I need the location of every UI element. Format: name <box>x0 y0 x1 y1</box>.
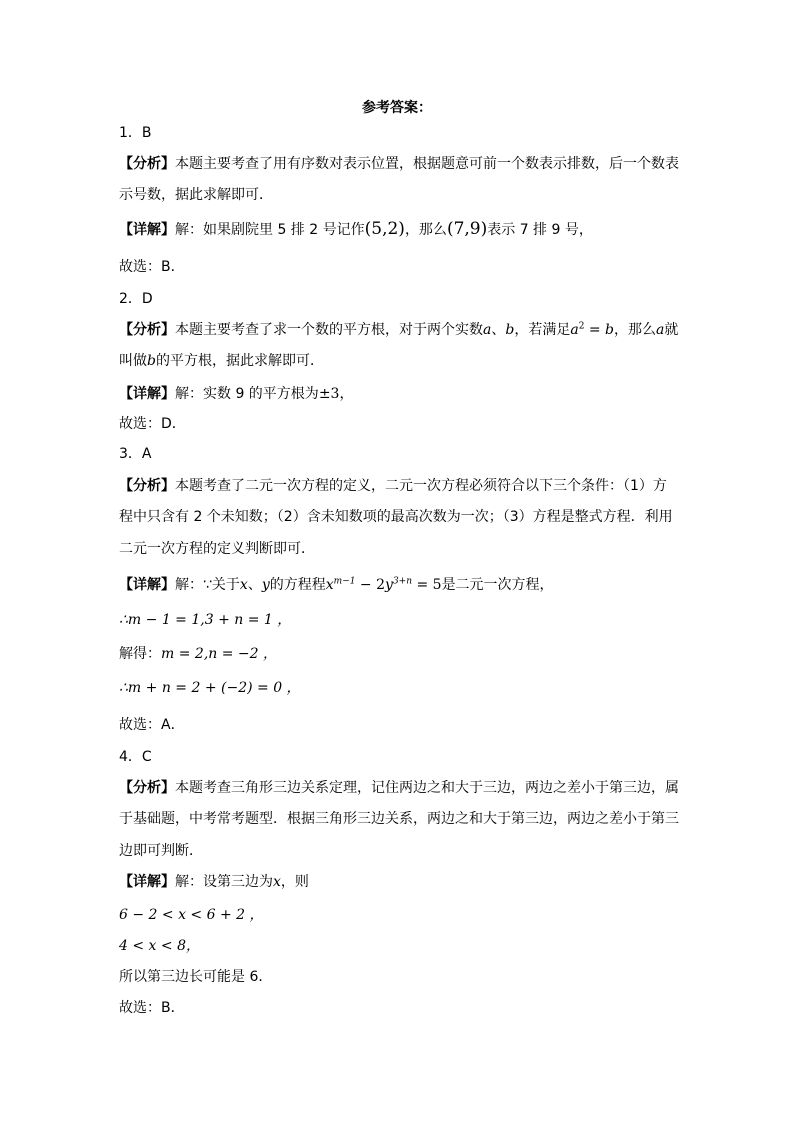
q2-analysis-l2-b: 的平方根，据此求解即可． <box>155 353 324 369</box>
q4-analysis-line3: 边即可判断． <box>119 843 203 859</box>
q3-step2-label: 解得： <box>119 646 161 662</box>
q3-analysis-label: 【分析】 <box>119 478 175 494</box>
q2-analysis-b: ，若满足 <box>514 322 571 338</box>
q3-eq-xexp: m−1 <box>333 576 356 587</box>
page-title: 参考答案： <box>362 100 432 116</box>
q3-step1: ∴m − 1 = 1,3 + n = 1 ， <box>119 612 292 628</box>
q4-number: 4．C <box>119 749 152 765</box>
q4-conclusion: 所以第三边长可能是 6． <box>119 969 273 985</box>
q2-analysis-d: 就 <box>664 322 679 338</box>
q1-detail-a: 解：如果剧院里 5 排 2 号记作 <box>175 222 365 238</box>
q2-analysis-l2-a: 叫做 <box>119 353 147 369</box>
q2-detail-label: 【详解】 <box>119 386 175 402</box>
q4-analysis-line1 <box>119 777 679 799</box>
q3-analysis-line2: 程中只含有 2 个未知数；（2）含未知数项的最高次数为一次；（3）方程是整式方程．利用 <box>119 509 673 525</box>
q3-analysis-line1 <box>119 475 679 497</box>
q2-sep: 、 <box>491 322 506 338</box>
q3-analysis-text: 本题考查了二元一次方程的定义，二元一次方程必须符合以下三个条件：（1）方 <box>175 478 667 494</box>
q1-choose: 故选：B． <box>119 259 185 275</box>
q1-detail-line <box>119 218 679 241</box>
q2-eq-exp: 2 <box>578 321 585 332</box>
q3-detail-label: 【详解】 <box>119 577 175 593</box>
q1-pair1: (5,2) <box>364 219 405 239</box>
q4-choose: 故选：B． <box>119 1000 185 1016</box>
q3-step2-line <box>119 643 679 665</box>
q1-pair2: (7,9) <box>446 219 488 239</box>
q2-analysis-a: 本题主要考查了求一个数的平方根，对于两个实数 <box>175 322 483 338</box>
q3-eq-x: x <box>325 577 334 593</box>
q1-detail-b: ，那么 <box>404 222 447 238</box>
q2-analysis-c: ，那么 <box>614 322 657 338</box>
q2-detail-line <box>119 383 679 405</box>
q1-analysis-line2: 示号数，据此求解即可． <box>119 187 273 203</box>
q4-analysis-label: 【分析】 <box>119 780 175 796</box>
q3-number: 3．A <box>119 446 152 462</box>
q4-detail-a: 解：设第三边为 <box>175 874 273 890</box>
q2-var-b2: b <box>147 353 156 369</box>
q1-number: 1．B <box>119 125 152 141</box>
q1-detail-label: 【详解】 <box>119 222 175 238</box>
q2-detail-a: 解：实数 9 的平方根为 <box>175 386 319 402</box>
q3-var-x: x <box>239 577 248 593</box>
q3-detail-b: 的方程程 <box>269 577 326 593</box>
q4-inequality1: 6 − 2 < x < 6 + 2 ， <box>119 907 264 923</box>
q3-eq-y: y <box>385 577 393 593</box>
q4-inequality2: 4 < x < 8， <box>119 938 200 954</box>
q4-detail-line <box>119 871 679 893</box>
q2-var-b: b <box>505 322 515 338</box>
q1-analysis-label: 【分析】 <box>119 156 175 172</box>
q3-step3: ∴m + n = 2 + (−2) = 0 ， <box>119 680 301 696</box>
q3-detail-line <box>119 574 679 596</box>
q2-analysis-line2 <box>119 350 679 372</box>
q2-pm: ±3 <box>318 386 340 402</box>
q1-detail-c: 表示 7 排 9 号， <box>487 222 593 238</box>
q2-number: 2．D <box>119 291 153 307</box>
q3-analysis-line3: 二元一次方程的定义判断即可． <box>119 541 315 557</box>
q3-eq-mid: − 2 <box>355 577 386 593</box>
q3-step2: m = 2,n = −2 ， <box>161 646 277 662</box>
q1-analysis-line1 <box>119 153 679 175</box>
q3-var-y: y <box>261 577 270 593</box>
q2-analysis-line1 <box>119 319 679 341</box>
q3-detail-a: 解：∵关于 <box>175 577 240 593</box>
q3-choose: 故选：A． <box>119 717 185 733</box>
q2-choose: 故选：D． <box>119 416 186 432</box>
q2-eq-rest: = b <box>584 322 615 338</box>
q4-detail-label: 【详解】 <box>119 874 175 890</box>
q4-analysis-line2: 于基础题，中考常考题型．根据三角形三边关系，两边之和大于第三边，两边之差小于第三 <box>119 811 679 827</box>
q2-detail-b: ， <box>339 386 354 402</box>
q1-analysis-text: 本题主要考查了用有序数对表示位置，根据题意可前一个数表示排数，后一个数表 <box>175 156 679 172</box>
q4-detail-b: ，则 <box>280 874 309 890</box>
q4-var-x: x <box>273 874 281 890</box>
q2-analysis-label: 【分析】 <box>119 322 175 338</box>
q3-eq-yexp: 3+n <box>392 576 413 587</box>
q2-var-a: a <box>483 322 492 338</box>
q3-sep: 、 <box>247 577 262 593</box>
q4-analysis-text: 本题考查三角形三边关系定理，记住两边之和大于三边，两边之差小于第三边，属 <box>175 780 679 796</box>
q2-var-a2: a <box>656 322 665 338</box>
q3-detail-c: 是二元一次方程， <box>441 577 554 593</box>
q3-eq-end: = 5 <box>412 577 442 593</box>
q2-eq-base: a <box>570 322 579 338</box>
